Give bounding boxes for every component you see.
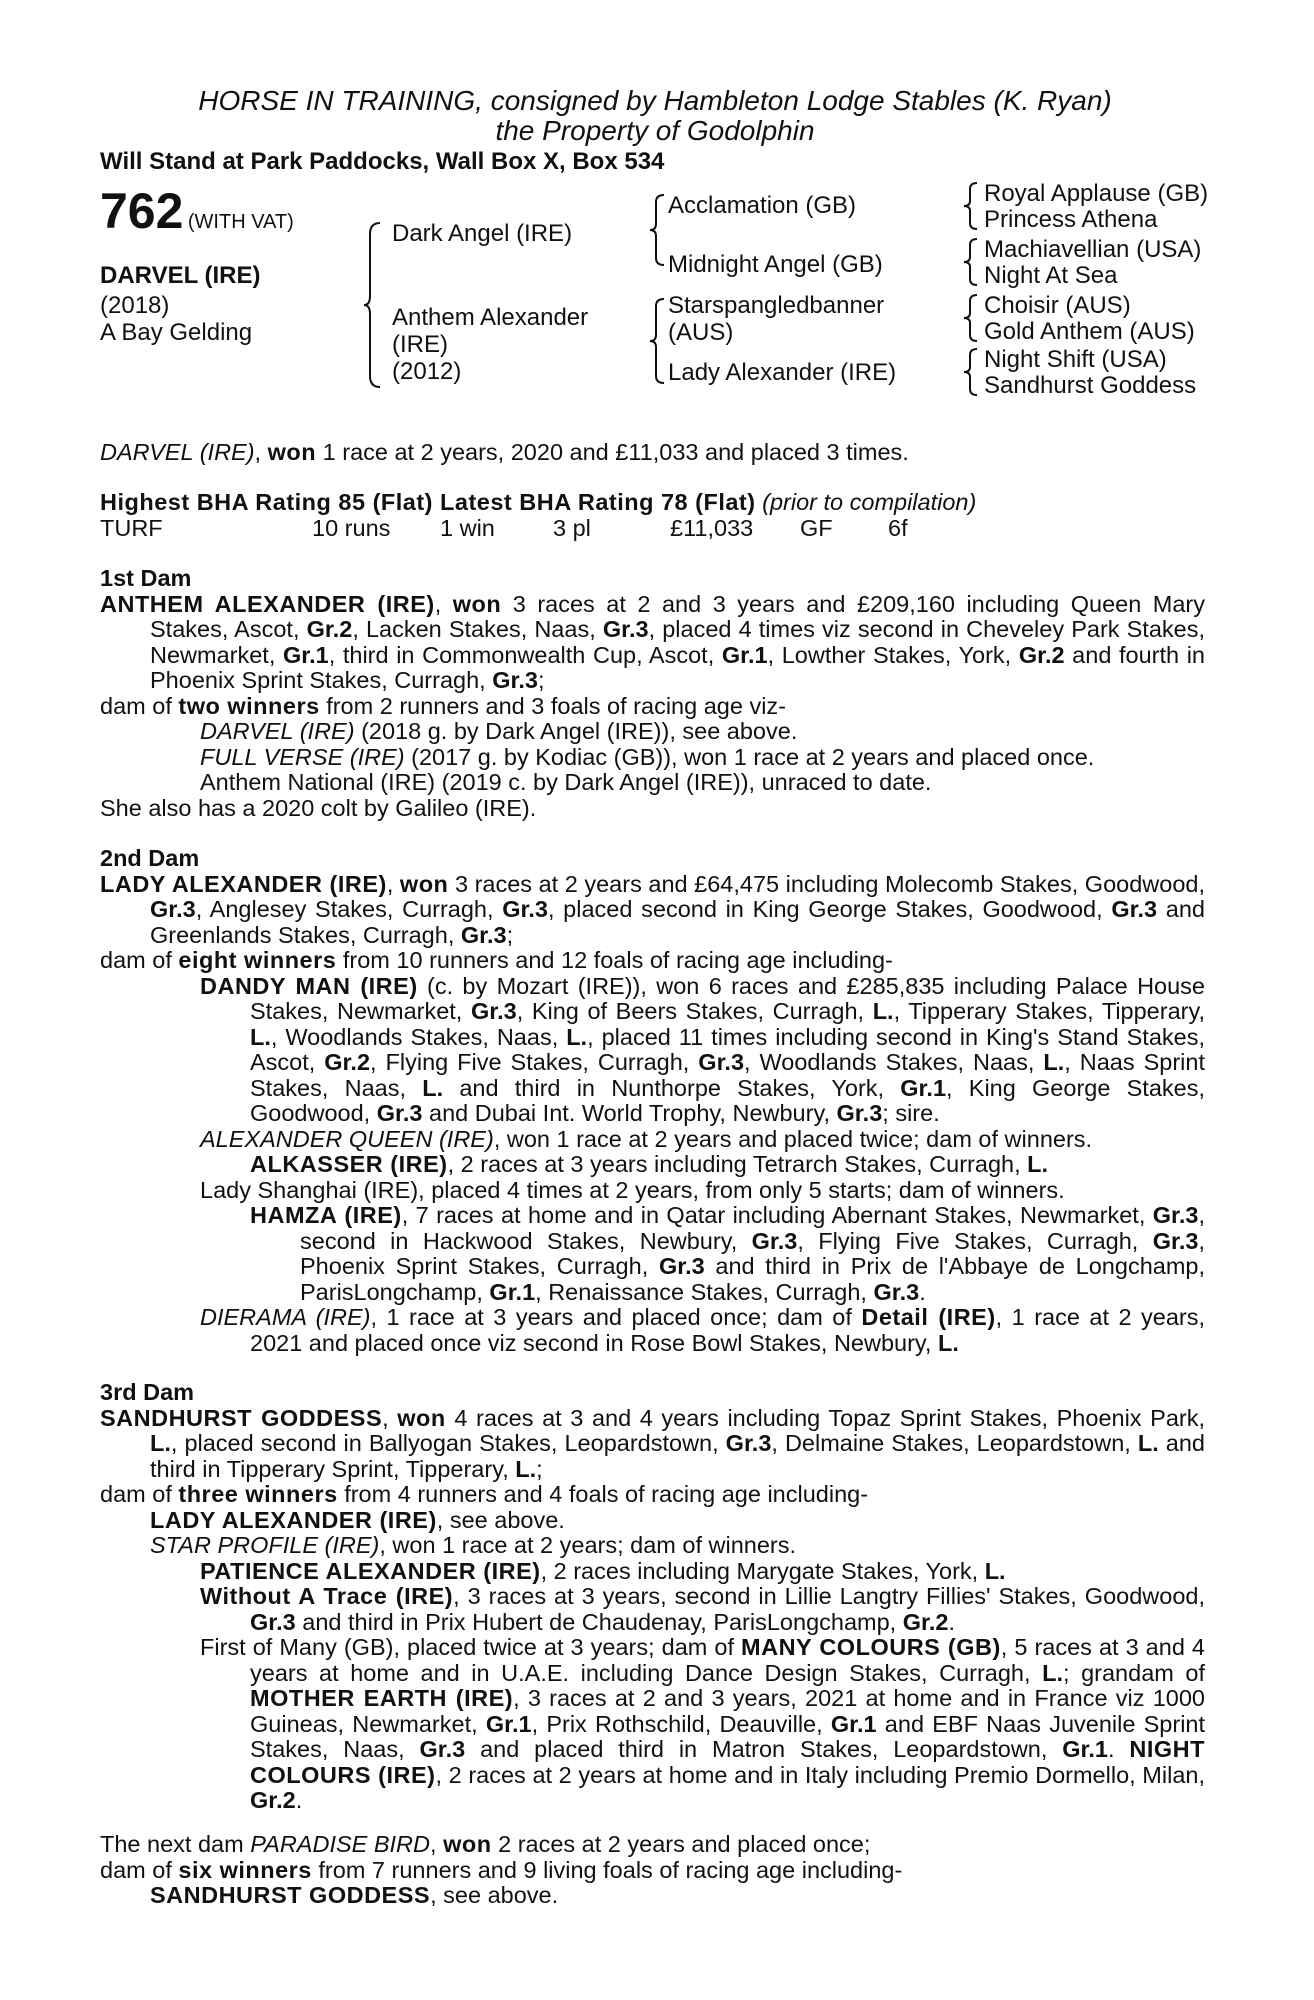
pedigree-dam-country: (IRE) [392,331,448,358]
grade: Gr.3 [725,1430,772,1456]
grade: L. [937,1329,959,1356]
first-dam-heading: 1st Dam [100,565,192,591]
text: , second in Hackwood Stakes, Newbury, [300,1202,1206,1254]
offspring-hamza [100,1203,1205,1305]
text: , Flying Five Stakes, Curragh, [370,1049,699,1075]
rating-surface: TURF [100,514,163,541]
grade: Gr.1 [489,1278,536,1305]
text: First of Many (GB), placed twice at 3 years; dam of [200,1634,742,1660]
grade: L. [566,1023,588,1050]
offspring-name: ALKASSER (IRE) [250,1151,448,1177]
pedigree-brace-ss [962,180,980,232]
grade: Gr.1 [900,1074,947,1101]
next-dam-won: won [443,1831,492,1857]
text: , 5 races at 3 and 4 years at home and in U.A.E. including Dance Design Stakes, Curragh, [250,1634,1206,1686]
text: and third in Prix de l'Abbaye de Longchamp, ParisLongchamp, [300,1253,1206,1305]
text: , Woodlands Stakes, Naas, [744,1049,1044,1075]
pedigree-sire-sire: Acclamation (GB) [668,192,857,219]
text: and third in Prix Hubert de Chaudenay, ParisLongchamp, [295,1608,903,1635]
grade: Gr.3 [658,1253,705,1279]
text: from 10 runners and 12 foals of racing age including- [336,947,893,973]
grade: Gr.1 [485,1710,532,1737]
first-dam-section [100,566,1205,821]
vat-note: (WITH VAT) [187,211,294,233]
grade: Gr.3 [1111,896,1158,922]
text: ; grandam of [1063,1659,1206,1686]
text: ; [536,1455,543,1482]
pedigree-brace-dd [962,346,980,398]
pedigree-dam-sire [668,292,884,346]
rating-distance: 6f [888,514,908,541]
grade: L. [250,1023,271,1050]
pedigree-sire: Dark Angel (IRE) [392,220,573,247]
offspring-star-profile [100,1533,1205,1559]
offspring-name: DANDY MAN (IRE) [200,972,418,999]
next-dam-record: The next dam PARADISE BIRD, won 2 races at 2 years and placed once; [100,1831,871,1857]
text: The next dam [100,1831,251,1857]
rating-note: (prior to compilation) [762,489,977,515]
second-dam-heading: 2nd Dam [100,845,200,871]
grade: Gr.3 [376,1100,423,1126]
rating-stats-row [100,516,1205,542]
text: dam of [100,947,179,973]
text: and third in Nunthorpe Stakes, York, [443,1074,901,1101]
grade: Gr.1 [282,641,329,668]
text: , placed 4 times viz second in Cheveley Park Stakes, Newmarket, [150,616,1205,668]
pedigree-sdd: Night At Sea [984,262,1118,289]
rating-wins: 1 win [440,514,495,541]
third-dam-produce-line [100,1482,1205,1508]
rating-block [100,490,1205,541]
pedigree-dam-dam: Lady Alexander (IRE) [668,359,897,386]
text: and fourth in Phoenix Sprint Stakes, Curragh, [150,641,1205,693]
text: , third in Commonwealth Cup, Ascot, [328,641,722,668]
text: 2 races at 2 years and placed once; [491,1831,871,1857]
text: , see above. [436,1506,565,1533]
grade: Gr.3 [460,921,507,948]
second-dam-name: LADY ALEXANDER (IRE) [100,870,387,897]
grade: Gr.3 [250,1608,296,1635]
third-dam-name: SANDHURST GODDESS [100,1404,383,1431]
text: 4 races at 3 and 4 years including Topaz Sprint Stakes, Phoenix Park, [445,1404,1205,1431]
text: , Tipperary Stakes, Tipperary, [893,998,1205,1024]
text: , King George Stakes, Goodwood, [250,1074,1206,1126]
text: from 2 runners and 3 foals of racing age viz- [319,692,786,719]
grade: Gr.3 [602,616,649,642]
text: , Anglesey Stakes, Curragh, [195,896,503,922]
first-dam-name: ANTHEM ALEXANDER (IRE) [100,590,435,617]
offspring-name: DARVEL (IRE) [200,718,355,744]
grade: L. [1043,1049,1065,1075]
text: , won 1 race at 2 years and placed twice; dam of winners. [493,1125,1093,1152]
text: . [1107,1736,1130,1762]
grade: Gr.3 [492,667,538,693]
text: and Dubai Int. World Trophy, Newbury, [422,1100,837,1126]
grade: L. [150,1430,171,1456]
grade: L. [872,998,894,1024]
pedigree-ssd: Princess Athena [984,206,1158,233]
third-dam-section [100,1380,1205,1814]
offspring-first-of-many [100,1635,1205,1814]
grade: Gr.2 [324,1049,371,1075]
second-dam-produce-line [100,948,1205,974]
text: and EBF Naas Juvenile Sprint Stakes, Naas, [250,1710,1206,1762]
grade: Gr.1 [721,641,768,668]
text: . [919,1278,926,1305]
rating-headline: Highest BHA Rating 85 (Flat) Latest BHA Rating 78 (Flat) [100,489,756,515]
rating-runs: 10 runs [312,514,391,541]
offspring-name: MOTHER EARTH (IRE) [250,1685,514,1711]
lot-number-block [100,182,294,240]
rating-placed: 3 pl [553,514,591,541]
grade: Gr.3 [502,896,548,922]
text: , 3 races at 3 years, second in Lillie Langtry Fillies' Stakes, Goodwood, [453,1583,1205,1609]
text: (2017 g. by Kodiac (GB)), won 1 race at 2 years and placed once. [404,743,1095,770]
summary-horse-name: DARVEL (IRE) [100,439,255,465]
offspring-name: NIGHT COLOURS (IRE) [250,1736,1205,1788]
text: , 7 races at home and in Qatar including Abernant Stakes, Newmarket, [401,1202,1153,1228]
grade: Gr.3 [698,1049,745,1075]
summary-text: 1 race at 2 years, 2020 and £11,033 and placed 3 times. [316,439,909,465]
text: , see above. [430,1882,559,1908]
pedigree-sire-dam: Midnight Angel (GB) [668,251,883,278]
pedigree-dam [392,304,588,385]
text: , 2 races at 2 years at home and in Italy including Premio Dormello, Milan, [435,1761,1205,1788]
text: , 1 race at 2 years, 2021 and placed once viz second in Rose Bowl Stakes, Newbury, [250,1304,1205,1356]
offspring-name: PATIENCE ALEXANDER (IRE) [200,1557,541,1584]
grade: Gr.2 [250,1787,296,1813]
text: , Flying Five Stakes, Curragh, [797,1227,1153,1254]
text: . [948,1608,955,1635]
next-dam-name: PARADISE BIRD [250,1831,430,1857]
text: 3 races at 2 and 3 years and £209,160 including Queen Mary Stakes, Ascot, [150,590,1206,642]
offspring-name: MANY COLOURS (GB) [741,1634,1001,1660]
text: , 2 races including Marygate Stakes, York, [540,1557,985,1584]
pedigree-brace-sd [962,236,980,288]
text: , Lowther Stakes, York, [767,641,1019,668]
text: from 7 runners and 9 living foals of racing age including- [311,1856,903,1883]
rating-going: GF [800,514,833,541]
property-line: the Property of Godolphin [495,115,815,146]
horse-name: DARVEL (IRE) [100,262,261,289]
grade: L. [984,1557,1006,1584]
lot-number: 762 [100,183,184,239]
grade: Gr.3 [419,1736,466,1762]
text: , placed second in King George Stakes, Goodwood, [547,896,1112,922]
offspring-alkasser [100,1152,1205,1178]
grade: L. [1137,1430,1159,1456]
grade: Gr.3 [1152,1227,1199,1254]
pedigree-brace-ds [962,292,980,344]
offspring-name: HAMZA (IRE) [250,1202,402,1228]
offspring-sandhurst-goddess [100,1883,1205,1909]
colt-note: She also has a 2020 colt by Galileo (IRE). [100,794,537,821]
text: and Greenlands Stakes, Curragh, [150,896,1205,948]
first-dam-produce-line [100,694,1205,720]
horse-year: (2018) [100,292,170,319]
text: , Prix Rothschild, Deauville, [531,1710,831,1737]
offspring-name: Detail (IRE) [861,1304,996,1330]
winners-count: six winners [178,1856,312,1883]
text: 3 races at 2 years and £64,475 including Molecomb Stakes, Goodwood, [448,870,1206,897]
offspring-name: LADY ALEXANDER (IRE) [150,1506,437,1533]
race-summary: DARVEL (IRE), won 1 race at 2 years, 2020 and £11,033 and placed 3 times. [100,439,909,465]
grade: Gr.2 [1018,641,1065,668]
text: , Naas Sprint Stakes, Naas, [250,1049,1205,1101]
second-dam-won: won [399,870,449,897]
grade: Gr.1 [830,1710,877,1737]
text: ; [506,921,514,948]
text: dam of [100,1856,179,1883]
second-dam-section [100,846,1205,1356]
pedigree-brace-dam [648,296,668,386]
text: from 4 runners and 4 foals of racing age including- [337,1481,869,1507]
text: dam of [100,692,179,719]
grade: Gr.2 [306,616,353,642]
pedigree-dam-sire-name: Starspangledbanner [668,292,885,319]
offspring-lady-alexander [100,1508,1205,1534]
third-dam-won: won [397,1404,446,1431]
offspring-name: FULL VERSE (IRE) [200,743,405,770]
text: and third in Tipperary Sprint, Tipperary, [150,1430,1205,1482]
offspring-darvel [100,719,1205,745]
text: , 1 race at 3 years and placed once; dam of [370,1304,862,1330]
text: , won 1 race at 2 years; dam of winners. [379,1532,797,1558]
grade: Gr.3 [470,998,517,1024]
third-dam-record: SANDHURST GODDESS, won 4 races at 3 and 4 years including Topaz Sprint Stakes, Phoenix Park, L., placed second in Ballyogan Stakes, Leopardstown, Gr.3, Delmaine Stakes, Leopardstown, L. and third in Tipperary Sprint, Tipperary, L.; [100,1404,1205,1482]
grade: Gr.1 [1062,1736,1108,1762]
text: , Woodlands Stakes, Naas, [270,1023,567,1050]
pedigree-dam-name: Anthem Alexander [392,304,589,331]
next-dam-section [100,1832,1205,1909]
grade: L. [515,1455,537,1482]
third-dam-heading: 3rd Dam [100,1379,195,1405]
pedigree-dss: Choisir (AUS) [984,292,1131,319]
grade: Gr.2 [902,1608,949,1635]
text: and placed third in Matron Stakes, Leopardstown, [465,1736,1063,1762]
winners-count: three winners [178,1481,338,1507]
text: , placed 11 times including second in King's Stand Stakes, Ascot, [250,1023,1205,1075]
summary-won: won [267,439,317,465]
offspring-name: Without A Trace (IRE) [200,1583,454,1609]
grade: L. [1042,1659,1063,1686]
offspring-dierama [100,1305,1205,1356]
pedigree-brace-gen1 [362,220,386,390]
next-dam-produce-line [100,1858,1205,1884]
offspring-full-verse [100,745,1205,771]
text: , Delmaine Stakes, Leopardstown, [771,1430,1138,1456]
pedigree-dds: Night Shift (USA) [984,346,1167,373]
pedigree-sss: Royal Applause (GB) [984,180,1209,207]
horse-info [100,292,252,346]
horse-description: A Bay Gelding [100,319,253,346]
grade: Gr.3 [751,1227,798,1254]
stand-location: Will Stand at Park Paddocks, Wall Box X, Box 534 [100,148,665,175]
text: . [295,1787,303,1813]
grade: Gr.3 [873,1278,920,1305]
offspring-name: SANDHURST GODDESS [150,1882,431,1908]
text: (2018 g. by Dark Angel (IRE)), see above. [354,718,798,744]
pedigree-sds: Machiavellian (USA) [984,236,1202,263]
text: (c. by Mozart (IRE)), won 6 races and £285,835 including Palace House Stakes, Newmarket, [250,972,1205,1024]
text: , Lacken Stakes, Naas, [352,616,603,642]
text: , 3 races at 2 and 3 years, 2021 at home and in France viz 1000 Guineas, Newmarket, [250,1685,1205,1737]
grade: Gr.3 [1152,1202,1199,1228]
text: ; sire. [882,1100,940,1126]
offspring-name: ALEXANDER QUEEN (IRE) [200,1125,494,1152]
rating-earnings: £11,033 [670,514,754,541]
offspring-dandy-man [100,974,1205,1127]
pedigree-brace-sire [648,192,668,268]
consignor-line: HORSE IN TRAINING, consigned by Hambleton Lodge Stables (K. Ryan) [198,85,1112,116]
text: , 2 races at 3 years including Tetrarch Stakes, Curragh, [447,1151,1028,1177]
offspring-alexander-queen [100,1127,1205,1153]
text: dam of [100,1481,179,1507]
grade: L. [1027,1151,1049,1177]
first-dam-record: ANTHEM ALEXANDER (IRE), won 3 races at 2 and 3 years and £209,160 including Queen Mary Stakes, Ascot, Gr.2, Lacken Stakes, Naas, Gr.3, placed 4 times viz second in Cheveley Park Stakes, Newmarket, Gr.1, third in Commonwealth Cup, Ascot, Gr.1, Lowther Stakes, York, Gr.2 and fourth in Phoenix Sprint Stakes, Curragh, Gr.3; [100,590,1206,693]
pedigree-dam-year: (2012) [392,358,462,385]
offspring-without-a-trace [100,1584,1205,1635]
pedigree-ddd: Sandhurst Goddess [984,372,1197,399]
grade: Gr.3 [836,1100,883,1126]
offspring-anthem-national: Anthem National (IRE) (2019 c. by Dark Angel (IRE)), unraced to date. [200,769,932,795]
offspring-name: STAR PROFILE (IRE) [150,1532,380,1558]
offspring-patience-alexander [100,1559,1205,1585]
second-dam-record: LADY ALEXANDER (IRE), won 3 races at 2 years and £64,475 including Molecomb Stakes, Goodwood, Gr.3, Anglesey Stakes, Curragh, Gr.3, placed second in King George Stakes, Goodwood, Gr.3 and Greenlands Stakes, Curragh, Gr.3; [100,870,1206,948]
grade: L. [422,1074,444,1101]
offspring-lady-shanghai: Lady Shanghai (IRE), placed 4 times at 2 years, from only 5 starts; dam of winners. [200,1176,1065,1203]
grade: Gr.3 [150,896,196,922]
winners-count: two winners [178,692,320,719]
text: , King of Beers Stakes, Curragh, [516,998,873,1024]
first-dam-won: won [452,590,502,617]
pedigree-dam-sire-country: (AUS) [668,319,734,346]
offspring-name: DIERAMA (IRE) [200,1304,371,1330]
pedigree-dsd: Gold Anthem (AUS) [984,318,1195,345]
text: , Renaissance Stakes, Curragh, [535,1278,874,1305]
winners-count: eight winners [178,947,337,973]
text: , Phoenix Sprint Stakes, Curragh, [300,1227,1205,1279]
text: , placed second in Ballyogan Stakes, Leopardstown, [170,1430,726,1456]
text: ; [537,667,545,693]
